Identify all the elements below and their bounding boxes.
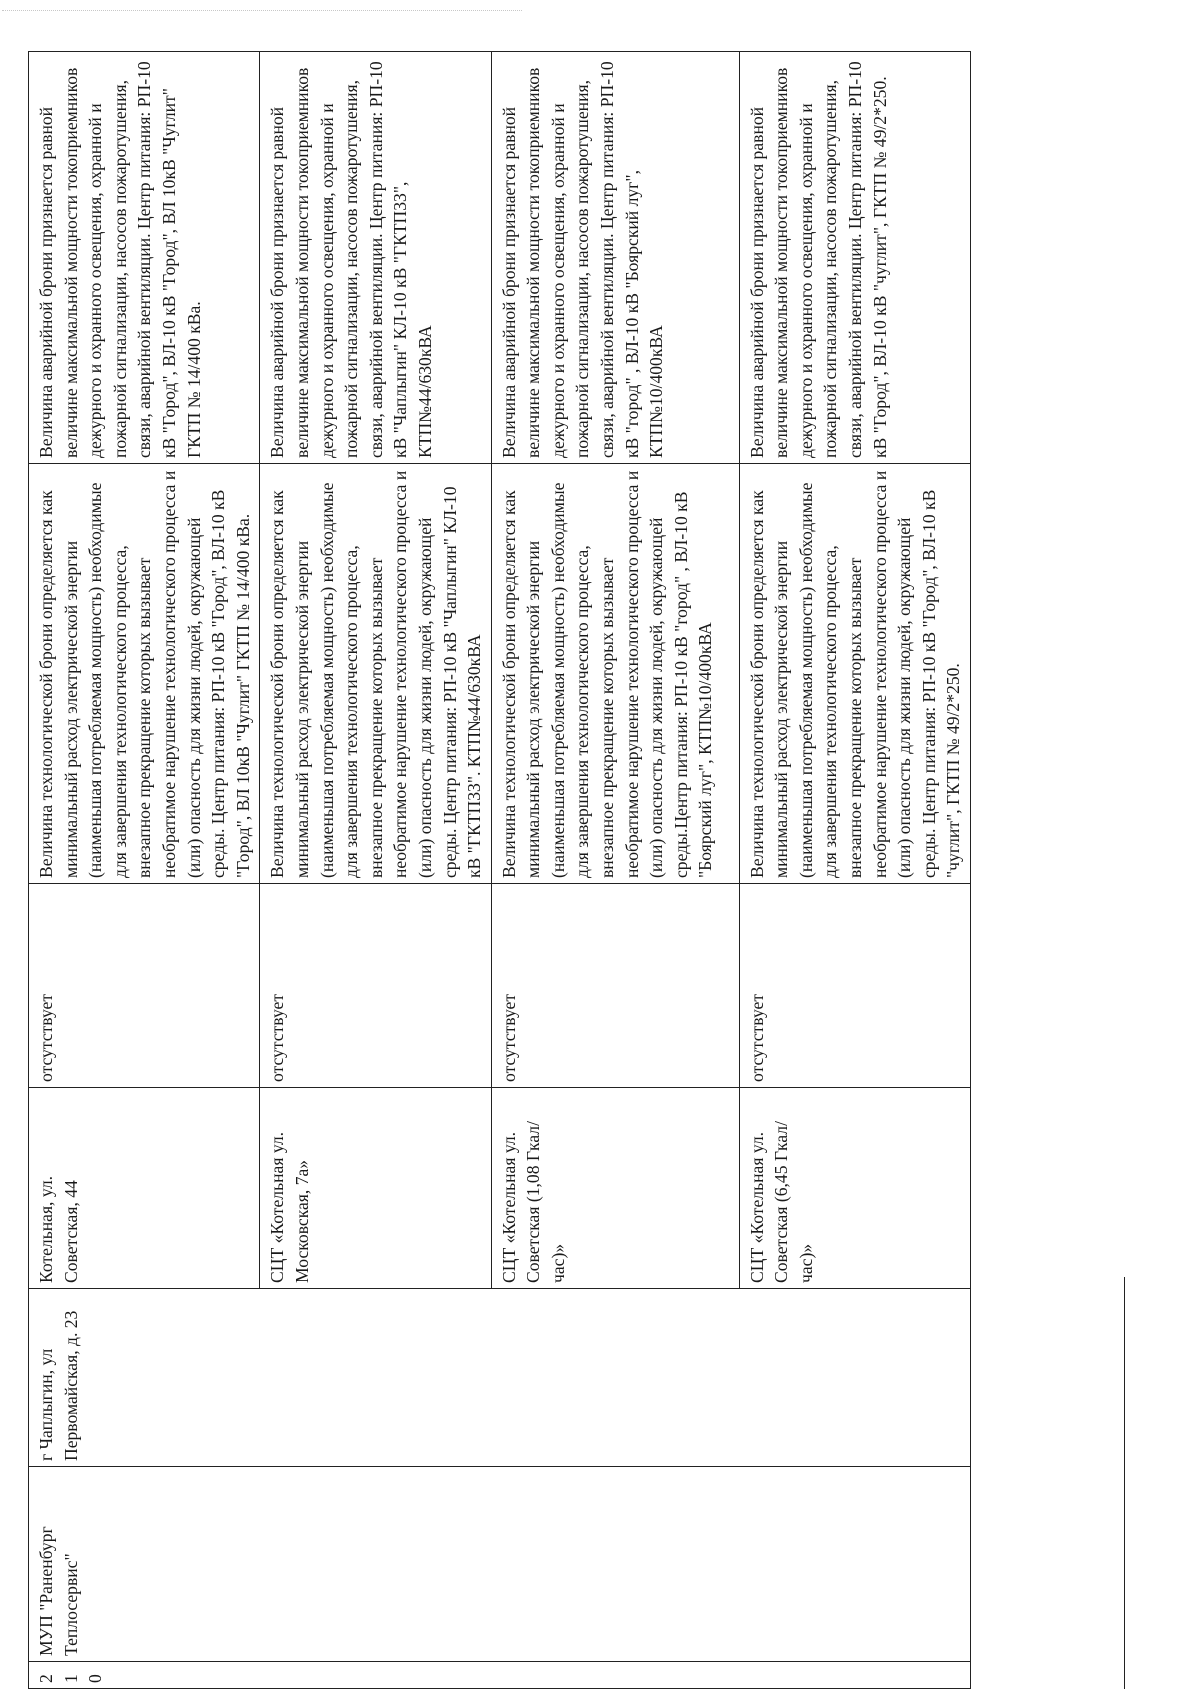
emergency-reserve-cell (260, 52, 491, 464)
emergency-reserve-text: Величина аварийной брони признается равной величине максимальной мощности токоприемников дежурного и охранного освещения, охранной и пожарной сигнализации, насосов пожаротушения, связи, аварийной вентиляции. Центр питания: РП-10 кВ "Город", ВЛ-10 кВ "Город", ВЛ 10кВ "Чуглит" ГКТП № 14/400 кВа. (36, 56, 204, 458)
reserve-table (28, 51, 971, 1689)
emergency-reserve-text: Величина аварийной брони признается равной величине максимальной мощности токоприемников дежурного и охранного освещения, охранной и пожарной сигнализации, насосов пожаротушения, связи, аварийной вентиляции. Центр питания: РП-10 кВ "Чаплыгин" КЛ-10 кВ "ГКТП33", КТП№44/630кВА (267, 56, 435, 458)
object-name: СЦТ «Котельная ул. Московская, 7а» (267, 1127, 312, 1283)
backup-source: отсутствует (267, 993, 288, 1082)
backup-cell (491, 884, 739, 1088)
rotated-page (28, 47, 1053, 1697)
tech-reserve-cell (739, 464, 970, 884)
backup-source: отсутствует (498, 993, 519, 1082)
tech-reserve-cell (260, 464, 491, 884)
organization-cell (29, 1467, 971, 1662)
emergency-reserve-text: Величина аварийной брони признается равной величине максимальной мощности токоприемников дежурного и охранного освещения, охранной и пожарной сигнализации, насосов пожаротушения, связи, аварийной вентиляции. Центр питания: РП-10 кВ "город" , ВЛ-10 кВ "Боярский луг", КТП№10/400кВА (498, 56, 667, 458)
emergency-reserve-cell (739, 52, 970, 464)
backup-cell (260, 884, 491, 1088)
scan-edge-line (2, 10, 522, 11)
object-name: Котельная, ул. Советская, 44 (36, 1171, 81, 1283)
row-number-cell (29, 1662, 971, 1689)
tech-reserve-text: Величина технологической брони определяется как минимальный расход электрической энергии (наименьшая потребляемая мощность) необходимые для завершения технологического процесса, внезапное прекращение которых вызывает необратимое нарушение технологического процесса и (или) опасность для жизни людей, окружающей среды. Центр питания: РП-10 кВ "Город", ВЛ-10 кВ "Город", ВЛ 10кВ "Чуглит" ГКТП № 14/400 кВа. (36, 466, 253, 878)
object-cell (29, 1088, 260, 1289)
tech-reserve-cell (29, 464, 260, 884)
backup-cell (739, 884, 970, 1088)
tech-reserve-text: Величина технологической брони определяется как минимальный расход электрической энергии (наименьшая потребляемая мощность) необходимые для завершения технологического процесса, внезапное прекращение которых вызывает необратимое нарушение технологического процесса и (или) опасность для жизни людей, окружающей среды. Центр питания: РП-10 кВ "Чаплыгин" КЛ-10 кВ "ГКТП33". КТП№44/630кВА (267, 466, 485, 878)
object-cell (260, 1088, 491, 1289)
emergency-reserve-cell (491, 52, 739, 464)
object-cell (491, 1088, 739, 1289)
table-row (29, 52, 260, 1689)
object-name: СЦТ «Котельная ул. Советская (1,08 Гкал/час)» (498, 1121, 568, 1283)
emergency-reserve-cell (29, 52, 260, 464)
backup-source: отсутствует (746, 993, 767, 1082)
organization-address: г Чаплыгин, ул Первомайская, д. 23 (36, 1310, 81, 1461)
address-cell (29, 1289, 971, 1467)
tech-reserve-text: Величина технологической брони определяется как минимальный расход электрической энергии (наименьшая потребляемая мощность) необходимые для завершения технологического процесса, внезапное прекращение которых вызывает необратимое нарушение технологического процесса и (или) опасность для жизни людей, окружающей среды.Центр питания: РП-10 кВ "город" , ВЛ-10 кВ "Боярский луг", КТП№10/400кВА (498, 466, 716, 878)
object-cell (739, 1088, 970, 1289)
object-name: СЦТ «Котельная ул. Советская (6,45 Гкал/час)» (746, 1121, 816, 1283)
tech-reserve-cell (491, 464, 739, 884)
table-bottom-extension (1124, 1277, 1125, 1689)
row-number: 210 (36, 1674, 106, 1683)
organization-name: МУП "Раненбург Теплосервис" (36, 1521, 81, 1656)
backup-cell (29, 884, 260, 1088)
backup-source: отсутствует (36, 993, 56, 1082)
tech-reserve-text: Величина технологической брони определяется как минимальный расход электрической энергии (наименьшая потребляемая мощность) необходимые для завершения технологического процесса, внезапное прекращение которых вызывает необратимое нарушение технологического процесса и (или) опасность для жизни людей, окружающей среды. Центр питания: РП-10 кВ "Город", ВЛ-10 кВ "чуглит", ГКТП № 49/2*250. (746, 466, 964, 878)
emergency-reserve-text: Величина аварийной брони признается равной величине максимальной мощности токоприемников дежурного и охранного освещения, охранной и пожарной сигнализации, насосов пожаротушения, связи, аварийной вентиляции. Центр питания: РП-10 кВ "Город", ВЛ-10 кВ "чуглит", ГКТП № 49/2*250. (746, 56, 890, 458)
